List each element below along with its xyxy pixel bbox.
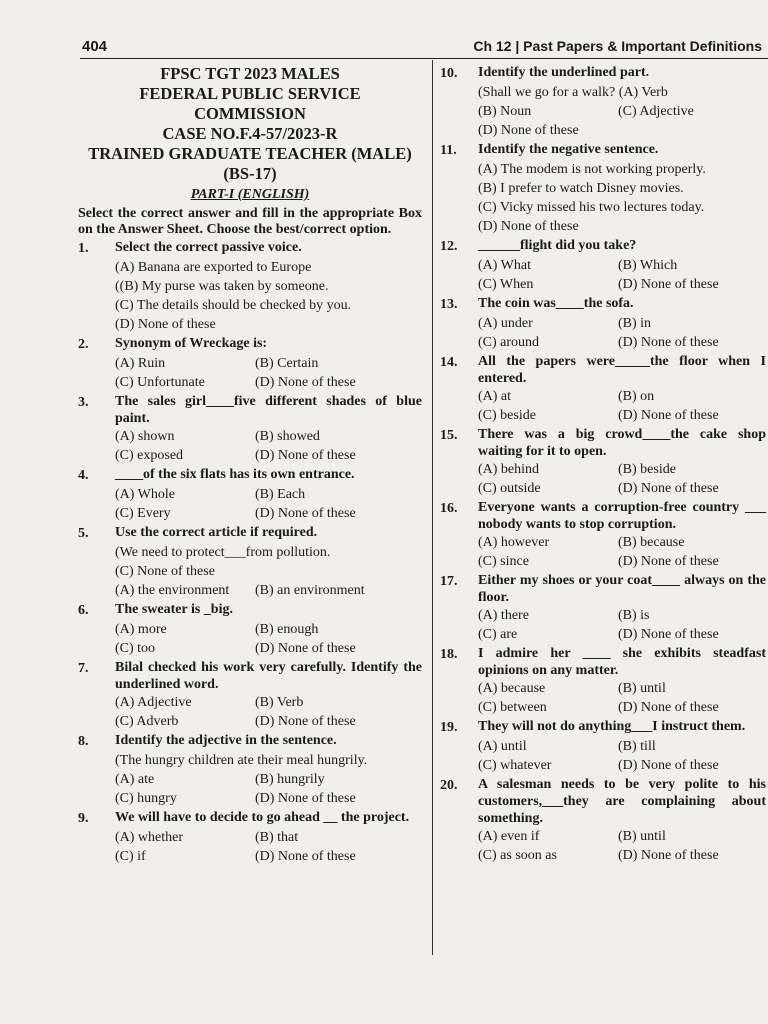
- left-questions: [78, 239, 422, 866]
- question-text: Select the correct passive voice.: [115, 240, 302, 255]
- option: (B) Verb: [255, 695, 304, 710]
- question-number: 17.: [440, 574, 458, 589]
- option: (D) None of these: [618, 408, 719, 423]
- option: (A) Banana are exported to Europe: [115, 260, 312, 275]
- option: (C) whatever: [478, 758, 552, 773]
- option: (D) None of these: [618, 848, 719, 863]
- question-stem-row: [78, 601, 422, 620]
- option: (D) None of these: [255, 849, 356, 864]
- question-stem-row: [78, 335, 422, 354]
- option-row: [440, 256, 766, 275]
- option-row: [440, 275, 766, 294]
- option-row: [440, 552, 766, 571]
- option: (D) None of these: [618, 627, 719, 642]
- option: (C) as soon as: [478, 848, 557, 863]
- option-row: [78, 770, 422, 789]
- option: (A) the environment: [115, 583, 230, 598]
- option: (C) exposed: [115, 448, 184, 463]
- question-sentence: (The hungry children ate their meal hungrily.: [115, 753, 368, 768]
- option: (D) None of these: [255, 506, 356, 521]
- option: (A) at: [478, 389, 512, 404]
- option: (B) I prefer to watch Disney movies.: [478, 181, 684, 196]
- option-row: [440, 333, 766, 352]
- option: (B) Noun: [478, 104, 532, 119]
- option: (A) The modem is not working properly.: [478, 162, 706, 177]
- option: (C) too: [115, 641, 156, 656]
- option: (C) When: [478, 277, 534, 292]
- question-text: They will not do anything___I instruct them.: [478, 719, 746, 734]
- question-5: [78, 524, 422, 600]
- option: (A) because: [478, 681, 546, 696]
- question-13: [440, 295, 766, 352]
- option: (C) hungry: [115, 791, 177, 806]
- question-number: 13.: [440, 297, 458, 312]
- option-row: [78, 789, 422, 808]
- question-stem-row: [78, 524, 422, 543]
- option-row: [440, 679, 766, 698]
- question-number: 3.: [78, 395, 89, 410]
- option: (C) Vicky missed his two lectures today.: [478, 200, 705, 215]
- option: (A) whether: [115, 830, 184, 845]
- option-row: [440, 737, 766, 756]
- option-row: [78, 504, 422, 523]
- option: (C) Adverb: [115, 714, 179, 729]
- question-text: Identify the adjective in the sentence.: [115, 733, 337, 748]
- option: (A) Whole: [115, 487, 175, 502]
- question-text: Bilal checked his work very carefully. Identify the underlined word.: [115, 660, 422, 692]
- option-row: [440, 756, 766, 775]
- question-number: 15.: [440, 428, 458, 443]
- question-16: [440, 499, 766, 571]
- question-text: We will have to decide to go ahead __ the project.: [115, 810, 410, 825]
- question-stem-row: [78, 393, 422, 427]
- option-row: [440, 479, 766, 498]
- option-row: [78, 712, 422, 731]
- option: (A) even if: [478, 829, 540, 844]
- question-stem-row: [440, 64, 766, 83]
- option: (D) None of these: [618, 481, 719, 496]
- question-number: 4.: [78, 468, 89, 483]
- question-text: All the papers were_____the floor when I entered.: [478, 354, 766, 386]
- option: (A) Adjective: [115, 695, 192, 710]
- question-stem-row: [78, 239, 422, 258]
- question-number: 18.: [440, 647, 458, 662]
- option: (C) Every: [115, 506, 171, 521]
- question-number: 2.: [78, 337, 89, 352]
- option: (B) till: [618, 739, 656, 754]
- option-row: [440, 827, 766, 846]
- question-number: 1.: [78, 241, 89, 256]
- question-stem-row: [440, 295, 766, 314]
- question-11: [440, 141, 766, 236]
- option: (B) Certain: [255, 356, 319, 371]
- question-14: [440, 353, 766, 425]
- question-text: Use the correct article if required.: [115, 525, 318, 540]
- question-15: [440, 426, 766, 498]
- question-number: 16.: [440, 501, 458, 516]
- option: (C) between: [478, 700, 547, 715]
- option-row: [78, 639, 422, 658]
- question-stem-row: [440, 776, 766, 827]
- option: (D) None of these: [255, 714, 356, 729]
- option: (C) None of these: [115, 564, 215, 579]
- option-row: [440, 406, 766, 425]
- question-1: [78, 239, 422, 334]
- option-row: [78, 581, 422, 600]
- option-row: [440, 533, 766, 552]
- option: (A) behind: [478, 462, 540, 477]
- option: (A) What: [478, 258, 531, 273]
- question-stem-row: [440, 718, 766, 737]
- option: (B) hungrily: [255, 772, 325, 787]
- option-row: [78, 485, 422, 504]
- question-number: 14.: [440, 355, 458, 370]
- option: (A) shown: [115, 429, 175, 444]
- question-stem-row: [78, 809, 422, 828]
- option: (D) None of these: [478, 219, 579, 234]
- question-text: There was a big crowd____the cake shop waiting for it to open.: [478, 427, 766, 459]
- question-9: [78, 809, 422, 866]
- question-text: Either my shoes or your coat____ always on the floor.: [478, 573, 766, 605]
- option-row: [78, 446, 422, 465]
- option: (A) Ruin: [115, 356, 166, 371]
- option: (B) an environment: [255, 583, 365, 598]
- option: (D) None of these: [618, 700, 719, 715]
- option-row: [78, 373, 422, 392]
- question-17: [440, 572, 766, 644]
- question-text: The sweater is _big.: [115, 602, 233, 617]
- question-text: I admire her ____ she exhibits steadfast opinions on any matter.: [478, 646, 766, 678]
- option: (B) until: [618, 829, 666, 844]
- question-number: 11.: [440, 143, 457, 158]
- title-line-3: COMMISSION: [194, 104, 306, 123]
- option: (C) The details should be checked by you.: [115, 298, 352, 313]
- question-text: Synonym of Wreckage is:: [115, 336, 268, 351]
- question-stem-row: [440, 499, 766, 533]
- option: (C) around: [478, 335, 540, 350]
- option: (A) there: [478, 608, 529, 623]
- option: (B) enough: [255, 622, 319, 637]
- option-row: [440, 387, 766, 406]
- question-stem-row: [78, 466, 422, 485]
- option: (B) in: [618, 316, 652, 331]
- left-column: [78, 64, 422, 867]
- option: (Shall we go for a walk? (A) Verb: [478, 85, 668, 100]
- column-divider: [432, 60, 433, 955]
- title-line-1: FPSC TGT 2023 MALES: [160, 64, 340, 83]
- option-row: [440, 314, 766, 333]
- question-text: The sales girl____five different shades of blue paint.: [115, 394, 422, 426]
- option: (C) if: [115, 849, 146, 864]
- option: (B) that: [255, 830, 299, 845]
- question-number: 20.: [440, 778, 458, 793]
- question-3: [78, 393, 422, 465]
- title-line-2: FEDERAL PUBLIC SERVICE: [139, 84, 361, 103]
- right-questions: [440, 64, 766, 865]
- question-text: A salesman needs to be very polite to his customers,___they are complaining about something.: [478, 777, 766, 826]
- question-4: [78, 466, 422, 523]
- question-text: ____of the six flats has its own entrance.: [115, 467, 355, 482]
- question-stem-row: [440, 645, 766, 679]
- option: ((B) My purse was taken by someone.: [115, 279, 329, 294]
- question-sentence: (We need to protect___from pollution.: [115, 545, 331, 560]
- question-6: [78, 601, 422, 658]
- question-number: 7.: [78, 661, 89, 676]
- question-number: 9.: [78, 811, 89, 826]
- question-10: [440, 64, 766, 140]
- option: (C) are: [478, 627, 518, 642]
- question-number: 19.: [440, 720, 458, 735]
- question-text: Everyone wants a corruption-free country ___ nobody wants to stop corruption.: [478, 500, 766, 532]
- question-text: Identify the underlined part.: [478, 65, 650, 80]
- option: (B) beside: [618, 462, 676, 477]
- question-number: 10.: [440, 66, 458, 81]
- question-7: [78, 659, 422, 731]
- question-2: [78, 335, 422, 392]
- option: (B) is: [618, 608, 650, 623]
- option: (D) None of these: [618, 758, 719, 773]
- question-stem-row: [440, 237, 766, 256]
- question-19: [440, 718, 766, 775]
- question-number: 12.: [440, 239, 458, 254]
- option: (D) None of these: [255, 448, 356, 463]
- option: (D) None of these: [618, 554, 719, 569]
- option: (A) ate: [115, 772, 155, 787]
- question-8: [78, 732, 422, 808]
- option-row: [440, 606, 766, 625]
- option: (C) Unfortunate: [115, 375, 205, 390]
- question-text: The coin was____the sofa.: [478, 296, 634, 311]
- option: (B) Which: [618, 258, 678, 273]
- option: (D) None of these: [255, 791, 356, 806]
- question-stem-row: [440, 426, 766, 460]
- page-number: 404: [82, 38, 108, 55]
- option: (D) None of these: [618, 277, 719, 292]
- chapter-heading: Ch 12 | Past Papers & Important Definitions: [473, 38, 762, 54]
- option-row: [78, 847, 422, 866]
- option: (B) on: [618, 389, 655, 404]
- part-heading: PART-I (ENGLISH): [190, 187, 310, 202]
- option: (A) more: [115, 622, 167, 637]
- option-row: [440, 102, 766, 121]
- question-18: [440, 645, 766, 717]
- question-stem-row: [78, 659, 422, 693]
- title-line-6: (BS-17): [223, 164, 277, 183]
- question-stem-row: [440, 572, 766, 606]
- question-text: Identify the negative sentence.: [478, 142, 659, 157]
- header-rule: [80, 58, 768, 59]
- question-number: 8.: [78, 734, 89, 749]
- option-row: [78, 354, 422, 373]
- option: (C) since: [478, 554, 529, 569]
- question-stem-row: [78, 732, 422, 751]
- question-stem-row: [440, 353, 766, 387]
- option: (D) None of these: [255, 641, 356, 656]
- option: (D) None of these: [478, 123, 579, 138]
- option: (D) None of these: [618, 335, 719, 350]
- question-number: 6.: [78, 603, 89, 618]
- option-row: [78, 828, 422, 847]
- option-row: [440, 698, 766, 717]
- option: (B) showed: [255, 429, 320, 444]
- option: (B) until: [618, 681, 666, 696]
- option-row: [440, 625, 766, 644]
- option: (B) because: [618, 535, 685, 550]
- title-line-4: CASE NO.F.4-57/2023-R: [162, 124, 338, 143]
- option: (C) Adjective: [618, 104, 694, 119]
- right-column: [440, 64, 766, 866]
- option: (C) outside: [478, 481, 541, 496]
- question-stem-row: [440, 141, 766, 160]
- question-number: 5.: [78, 526, 89, 541]
- option: (D) None of these: [115, 317, 216, 332]
- option-row: [78, 693, 422, 712]
- question-20: [440, 776, 766, 865]
- option-row: [440, 460, 766, 479]
- option-row: [440, 846, 766, 865]
- title-line-5: TRAINED GRADUATE TEACHER (MALE): [88, 144, 412, 163]
- option: (A) until: [478, 739, 527, 754]
- option-row: [78, 427, 422, 446]
- option-row: [78, 620, 422, 639]
- option: (D) None of these: [255, 375, 356, 390]
- option: (A) under: [478, 316, 533, 331]
- option: (B) Each: [255, 487, 306, 502]
- option: (A) however: [478, 535, 550, 550]
- question-12: [440, 237, 766, 294]
- option: (C) beside: [478, 408, 536, 423]
- instructions: Select the correct answer and fill in the appropriate Box on the Answer Sheet. Choose the best/correct option.: [78, 206, 422, 237]
- question-text: ______flight did you take?: [478, 238, 637, 253]
